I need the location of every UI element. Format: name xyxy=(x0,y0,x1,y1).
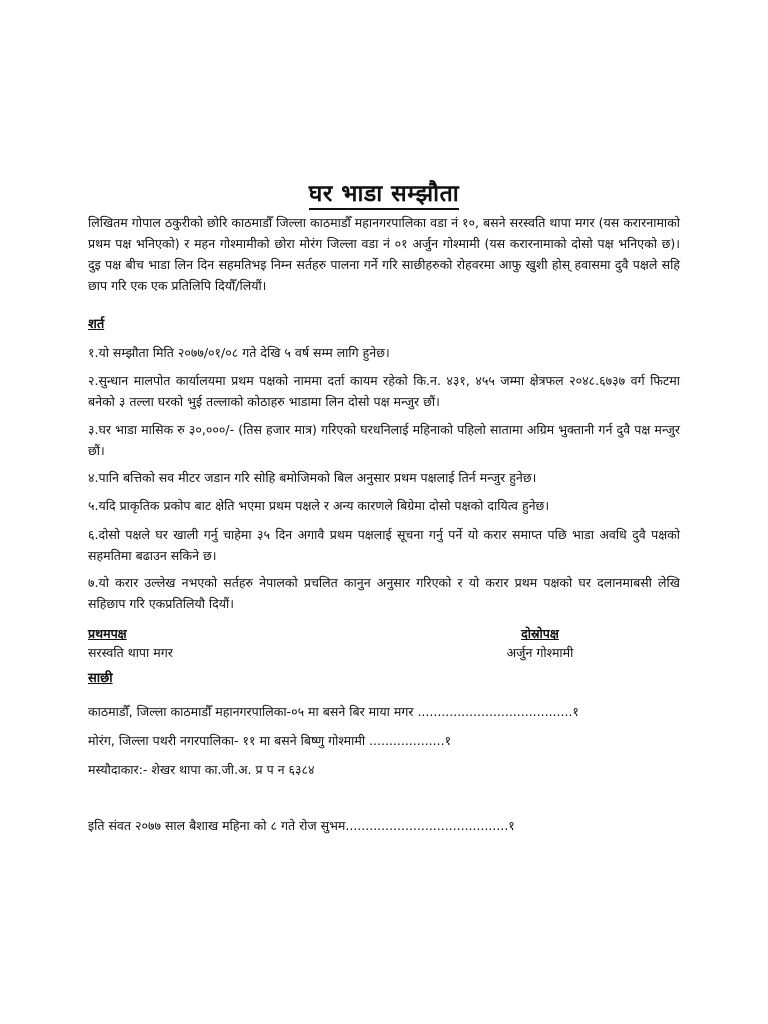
second-party-signature xyxy=(500,624,580,662)
second-party-label: दोस्रोपक्ष xyxy=(521,626,559,641)
witness-line-1: काठमाडौँ, जिल्ला काठमाडौँ महानगरपालिका-०५ मा बसने बिर माया मगर .......................................१ xyxy=(88,704,579,719)
clause-7: ७.यो करार उल्लेख नभएको सर्तहरु नेपालको प्रचलित कानुन अनुसार गरिएको र यो करार प्रथम पक्षको घर दलानमाबसी लेखि सहिछाप गरि एकप्रतिलियौ दियौं। xyxy=(88,575,680,611)
witness-line-2: मोरंग, जिल्ला पथरी नगरपालिका- ११ मा बसने बिष्णु गोश्मामी ...................१ xyxy=(88,733,452,748)
drafter-line: मस्यौदाकार:- शेखर थापा का.जी.अ. प्र प न ६३८४ xyxy=(88,762,315,777)
clause-3: ३.घर भाडा मासिक रु ३०,०००/- (तिस हजार मात्र) गरिएको घरधनिलाई महिनाको पहिलो सातामा अग्रिम भुक्तानी गर्न दुवै पक्ष मन्जुर छौं। xyxy=(88,422,680,458)
clause-2: २.सुन्धान मालपोत कार्यालयमा प्रथम पक्षको नाममा दर्ता कायम रहेको कि.न. ४३१, ४५५ जम्मा क्षेत्रफल २०४८.६७३७ वर्ग फिटमा बनेको ३ तल्ला घरको भुई तल्लाको कोठाहरु भाडामा लिन दोसो पक्ष मन्जुर छौं। xyxy=(88,373,680,409)
clause-4: ४.पानि बत्तिको सव मीटर जडान गरि सोहि बमोजिमको बिल अनुसार प्रथम पक्षलाई तिर्न मन्जुर हुनेछ। xyxy=(88,470,537,485)
document-title xyxy=(0,176,768,208)
clause-5: ५.यदि प्राकृतिक प्रकोप बाट क्षेति भएमा प्रथम पक्षले र अन्य कारणले बिग्रेमा दोसो पक्षको दायित्व हुनेछ। xyxy=(88,498,550,513)
document-title-text: घर भाडा सम्झौता xyxy=(309,181,459,210)
clause-1: १.यो सम्झौता मिति २०७७/०१/०८ गते देखि ५ वर्ष सम्म लागि हुनेछ। xyxy=(88,345,390,360)
closing-line: इति संवत २०७७ साल बैशाख महिना को ८ गते रोज सुभम.........................................१ xyxy=(88,818,515,833)
clause-6: ६.दोसो पक्षले घर खाली गर्नु चाहेमा ३५ दिन अगावै प्रथम पक्षलाई सूचना गर्नु पर्ने यो करार समाप्त पछि भाडा अवधि दुवै पक्षको सहमतिमा बढाउन सकिने छ। xyxy=(88,527,680,563)
intro-paragraph: लिखितम गोपाल ठकुरीको छोरि काठमाडौँ जिल्ला काठमाडौँ महानगरपालिका वडा नं १०, बसने सरस्वति थापा मगर (यस करारनामाको प्रथम पक्ष भनिएको) र महन गोश्मामीको छोरा मोरंग जिल्ला वडा नं ०१ अर्जुन गोश्मामी (यस करारनामाको दोसो पक्ष भनिएको छ)। दुइ पक्ष बीच भाडा लिन दिन सहमतिभइ निम्न सर्तहरु पालना गर्ने गरि साछीहरुको रोहवरमा आफु खुशी होस् हवासमा दुवै पक्षले सहि छाप गरि एक एक प्रतिलिपि दियौँ/लियौं। xyxy=(88,215,680,293)
first-party-signature xyxy=(88,624,173,662)
second-party-name: अर्जुन गोश्मामी xyxy=(506,645,574,660)
first-party-label: प्रथमपक्ष xyxy=(88,626,127,641)
first-party-name: सरस्वति थापा मगर xyxy=(88,645,173,660)
witness-heading: साछी xyxy=(88,671,113,686)
terms-heading: शर्त xyxy=(88,317,105,332)
